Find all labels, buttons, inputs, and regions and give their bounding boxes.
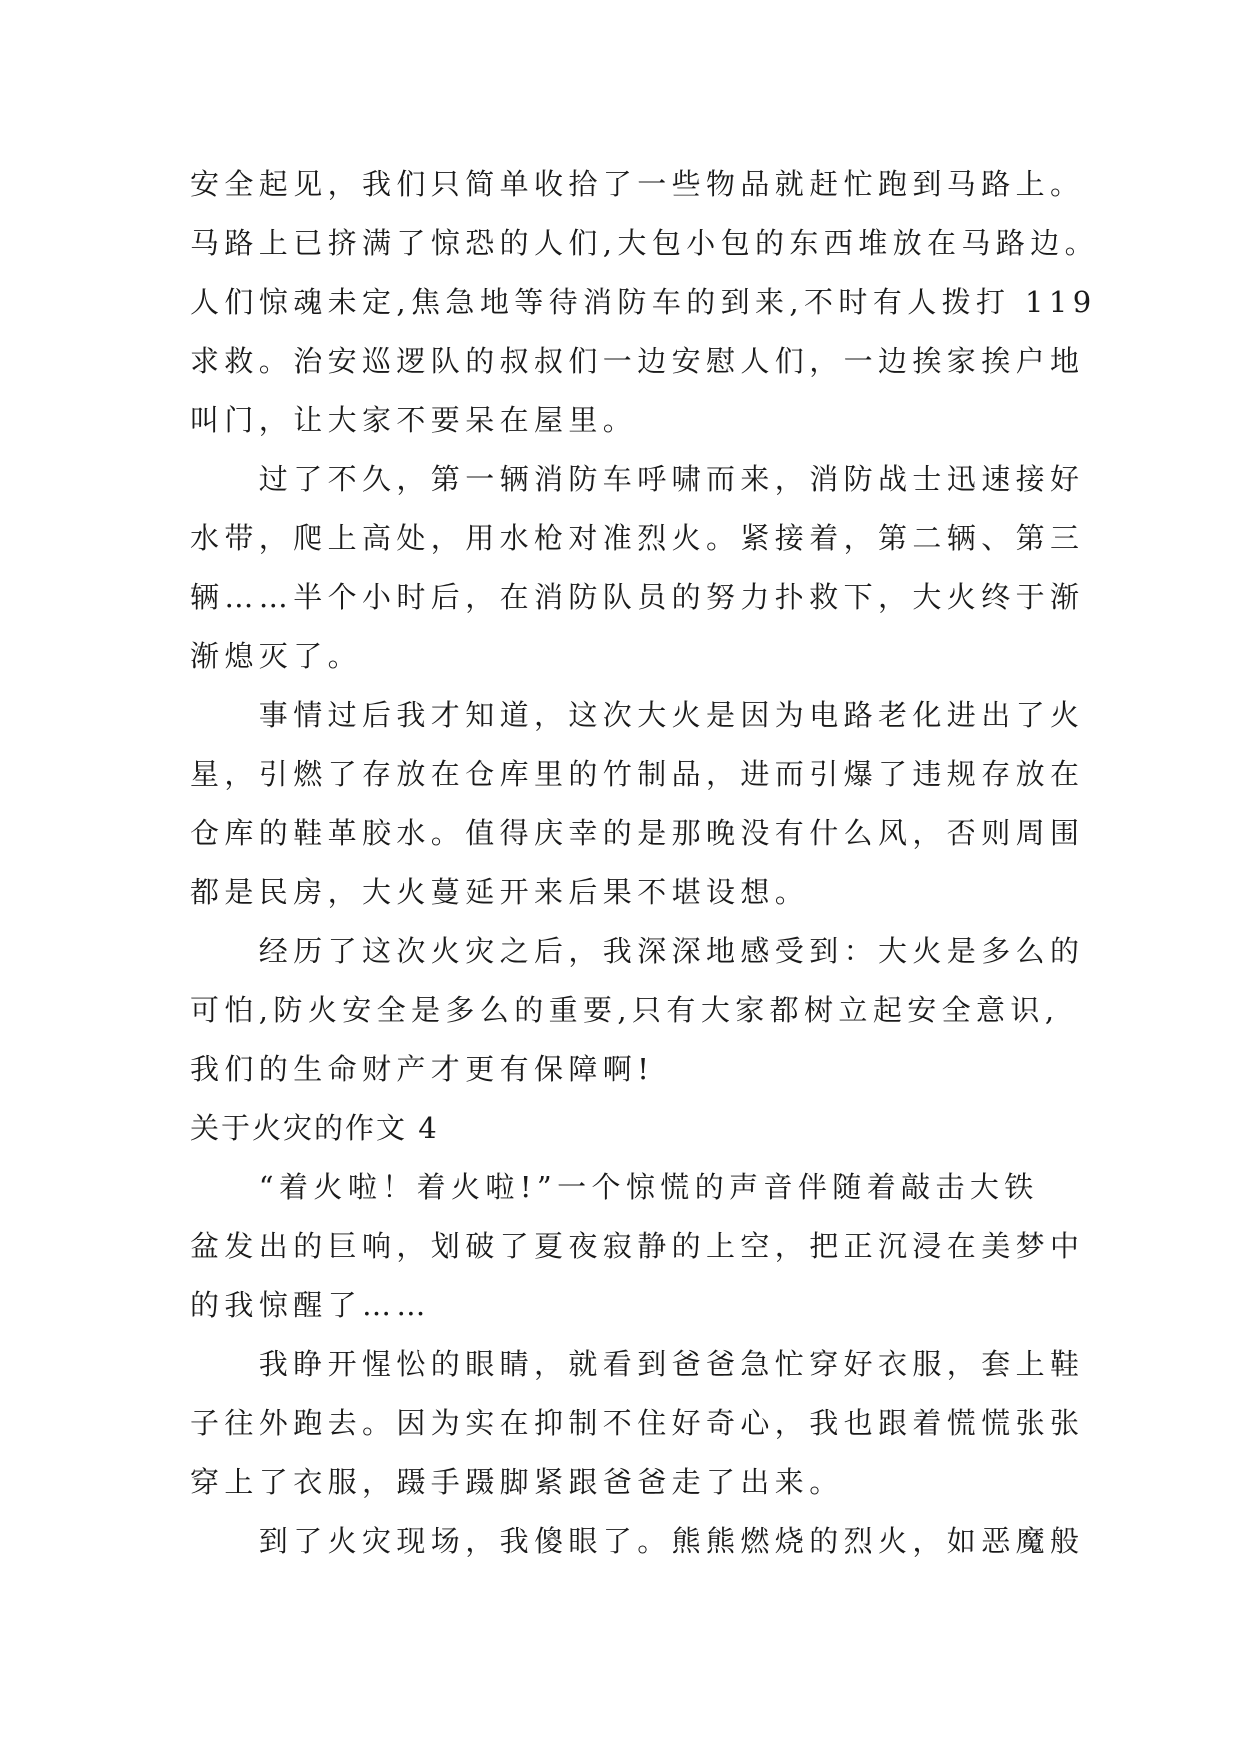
text-line: 都是民房，大火蔓延开来后果不堪设想。 [190, 875, 810, 909]
text-line: 水带，爬上高处，用水枪对准烈火。紧接着，第二辆、第三 [190, 521, 1085, 555]
paragraph-start: 到了火灾现场，我傻眼了。熊熊燃烧的烈火，如恶魔般 [190, 1524, 1085, 1558]
text-line: 子往外跑去。因为实在抑制不住好奇心，我也跟着慌慌张张 [190, 1406, 1085, 1440]
text-line: 辆……半个小时后，在消防队员的努力扑救下，大火终于渐 [190, 580, 1085, 614]
paragraph-start: 我睁开惺忪的眼睛，就看到爸爸急忙穿好衣服，套上鞋 [190, 1347, 1085, 1381]
text-line: 安全起见，我们只简单收拾了一些物品就赶忙跑到马路上。 [190, 167, 1085, 201]
text-line: 叫门，让大家不要呆在屋里。 [190, 403, 638, 437]
text-line: 人们惊魂未定,焦急地等待消防车的到来,不时有人拨打 119 [190, 285, 1097, 319]
paragraph-start: 经历了这次火灾之后，我深深地感受到：大火是多么的 [190, 934, 1085, 968]
text-line: 穿上了衣服，蹑手蹑脚紧跟爸爸走了出来。 [190, 1465, 844, 1499]
text-line: 渐熄灭了。 [190, 639, 363, 673]
text-line: 求救。治安巡逻队的叔叔们一边安慰人们，一边挨家挨户地 [190, 344, 1085, 378]
text-line: 星，引燃了存放在仓库里的竹制品，进而引爆了违规存放在 [190, 757, 1085, 791]
text-line: 的我惊醒了…… [190, 1288, 431, 1322]
paragraph-start: “着火啦！着火啦!”一个惊慌的声音伴随着敲击大铁 [190, 1170, 1039, 1204]
paragraph-start: 过了不久，第一辆消防车呼啸而来，消防战士迅速接好 [190, 462, 1085, 496]
text-line: 可怕,防火安全是多么的重要,只有大家都树立起安全意识, [190, 993, 1060, 1027]
text-line: 盆发出的巨响，划破了夏夜寂静的上空，把正沉浸在美梦中 [190, 1229, 1085, 1263]
section-title: 关于火灾的作文 4 [190, 1111, 439, 1145]
text-line: 仓库的鞋革胶水。值得庆幸的是那晚没有什么风，否则周围 [190, 816, 1085, 850]
text-line: 我们的生命财产才更有保障啊! [190, 1052, 655, 1086]
paragraph-start: 事情过后我才知道，这次大火是因为电路老化进出了火 [190, 698, 1085, 732]
text-line: 马路上已挤满了惊恐的人们,大包小包的东西堆放在马路边。 [190, 226, 1100, 260]
